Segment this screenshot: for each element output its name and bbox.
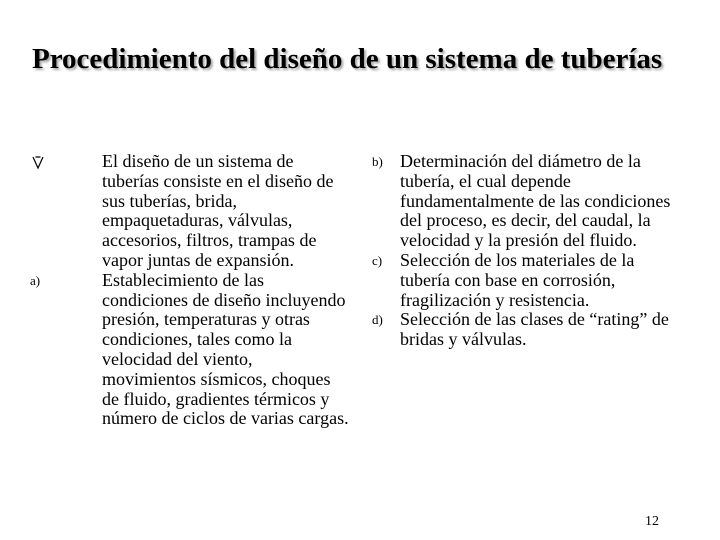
list-marker: c) (372, 252, 383, 268)
list-marker: d) (372, 312, 383, 328)
list-item-c (372, 251, 672, 310)
list-item-text: El diseño de un sistema de tuberías consiste en el diseño de sus tuberías, brida, empaquetaduras, válvulas, accesorios, filtros, trampas de vapor juntas de expansión. (102, 151, 334, 270)
list-marker: a) (30, 272, 41, 288)
list-item-a (30, 271, 350, 429)
page-number: 12 (645, 514, 659, 529)
list-item-b (372, 152, 672, 251)
left-column (30, 152, 350, 429)
list-item-text: Selección de los materiales de la tubería con base en corrosión, fragilización y resistencia. (400, 249, 635, 310)
right-column (372, 152, 672, 350)
list-item-d (372, 310, 672, 350)
slide-title-text: Procedimiento del diseño de un sistema de tuberías (32, 43, 663, 75)
list-item-text: Determinación del diámetro de la tubería, el cual depende fundamentalmente de las condiciones del proceso, es decir, del caudal, la velocidad y la presión del fluido. (400, 151, 671, 251)
list-item-text: Establecimiento de las condiciones de diseño incluyendo presión, temperaturas y otras condiciones, tales como la velocidad del viento, movimientos sísmicos, choques de fluido, gradientes térmicos y número de ciclos de varias cargas. (102, 269, 349, 429)
list-item-intro (30, 152, 350, 271)
slide-title (18, 40, 698, 78)
checkmark-arrow-icon-glyph (32, 156, 44, 170)
list-item-text: Selección de las clases de “rating” de bridas y válvulas. (400, 309, 669, 350)
list-marker: b) (372, 154, 383, 169)
